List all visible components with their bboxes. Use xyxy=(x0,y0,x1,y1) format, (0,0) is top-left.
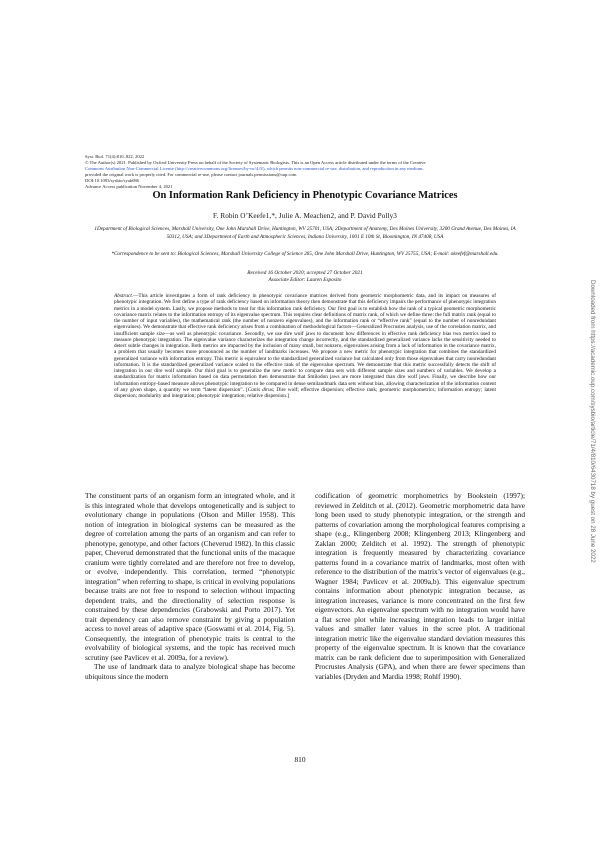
author-list: F. Robin O’Keefe1,*, Julie A. Meachen2, and P. David Polly3 xyxy=(213,212,397,220)
abstract xyxy=(114,293,496,399)
intro-paragraph-2: The use of landmark data to analyze biological shape has become ubiquitous since the modern xyxy=(85,662,295,681)
publication-dates xyxy=(85,270,525,284)
license-line-2[interactable]: Commons Attribution Non-Commercial License (http://creativecommons.org/licenses/by-nc/4.0/), which permits non-commercial re-use, distribution, and reproduction in any medium, xyxy=(85,165,424,171)
correspondence: *Correspondence to be sent to: Biological Sciences, Marshall University College of Science 265, One John Marshall Drive, Huntington, WV 25755, USA; E-mail: okeefef@marshall.edu. xyxy=(111,251,499,257)
article-metadata xyxy=(85,154,525,189)
download-watermark-text: Downloaded from https://academic.oup.com/sysbio/article/71/4/810/6430718 by guest on 28 June 2022 xyxy=(589,280,596,563)
abstract-label: Abstract. xyxy=(114,293,134,299)
left-column xyxy=(85,491,295,681)
keywords: ; Dire wolf; effective dispersion; effective rank; geometric morphometrics; information entropy; latent dispersion; modularity and integration; phenotypic integration; relative dispersion.] xyxy=(114,386,496,399)
doi-line: DOI:10.1093/sysbio/syab086 xyxy=(85,177,139,183)
intro-paragraph-1: The constituent parts of an organism form an integrated whole, and it is this integrated whole that develops ontogenetically and is subject to evolutionary change in populations (Olson and Miller 1958). This notion of integration in biological systems can be measured as the degree of correlation among the parts of an organism and can refer to phenotype, genotype, and other factors (Cheverud 1982). In this classic paper, Cheverud demonstrated that the functional units of the macaque cranium were tightly correlated and are therefore not free to develop, or evolve, independently. This correlation, termed “phenotypic integration” when referring to shape, is critical in evolving populations because traits are not free to respond to selection without impacting dependent traits, and the directionality of selection response is constrained by these dependencies (Grabowski and Porto 2017). Yet trait dependency can also remove constraint by giving a population access to novel areas of adaptive space (Goswami et al. 2014, Fig. 5). Consequently, the integration of phenotypic traits is central to the evolvability of biological systems, and the topic has received much scrutiny (see Pavlicev et al. 2009a, for a review). xyxy=(85,491,295,662)
right-column xyxy=(315,491,525,681)
page-number: 810 xyxy=(294,755,306,764)
download-watermark xyxy=(584,280,596,580)
keyword-label: Canis dirus xyxy=(247,386,273,393)
intro-paragraph-2-cont: codification of geometric morphometrics by Bookstein (1997); reviewed in Zelditch et al. (2012). Geometric morphometric data have long been used to study phenotypic integration, or the strength and patterns of covariation among the morphological features comprising a shape (e.g., Klingenberg 2008; Klingenberg 2013; Klingenberg and Zaklan 2000; Zelditch et al. 1992). The strength of phenotypic integration is frequently measured by characterizing covariance patterns found in a covariance matrix of landmarks, most often with reference to the distribution of the matrix’s vector of eigenvalues (e.g., Wagner 1984; Pavlicev et al. 2009a,b). This eigenvalue spectrum contains information about phenotypic integration because, as integration increases, variance is more concentrated on the first few eigenvectors. An eigenvalue spectrum with no integration would have a flat scree plot while increasing integration leads to larger initial values and smaller later values in the scree plot. A traditional integration metric like the eigenvalue standard deviation measures this property of the eigenvalue spectrum. It is known that the covariance matrix can be rank deficient due to superimposition with Generalized Procrustes Analysis (GPA), and when there are fewer specimens than variables (Dryden and Mardia 1998; Rohlf 1990). xyxy=(315,491,525,681)
license-line-1: © The Author(s) 2021. Published by Oxford University Press on behalf of the Society of Systematic Biologists. This is an Open Access article distributed under the terms of the Creative xyxy=(85,159,426,165)
received-accepted: Received 16 October 2020; accepted 27 October 2021 xyxy=(247,270,363,276)
associate-editor: Associate Editor: Lauren Esposito xyxy=(268,277,342,284)
article-title: On Information Rank Deficiency in Phenotypic Covariance Matrices xyxy=(152,190,458,201)
abstract-text: —This article investigates a form of rank deficiency in phenotypic covariance matrices derived from geometric morphometric data, and its impact on measures of phenotypic integration. We first define a type of rank deficiency based on information theory then demonstrate that this deficiency impairs the performance of phenotypic integration metrics in a model system. Lastly, we propose methods to treat for this information rank deficiency. Our first goal is to establish how the rank of a typical geometric morphometric covariance matrix relates to the information entropy of its eigenvalue spectrum. This requires clear definitions of matrix rank, of which we define three: the full matrix rank (equal to the number of input variables), the mathematical rank (the number of nonzero eigenvalues), and the information rank or “effective rank” (equal to the number of nonredundant eigenvalues). We demonstrate that effective rank deficiency arises from a combination of methodological factors—Generalized Procrustes analysis, use of the correlation matrix, and insufficient sample size—as well as phenotypic covariance. Secondly, we use dire wolf jaws to document how differences in effective rank deficiency bias two metrics used to measure phenotypic integration. The eigenvalue variance characterizes the integration change incorrectly, and the standardized generalized variance lacks the sensitivity needed to detect subtle changes in integration. Both metrics are impacted by the inclusion of many small, but nonzero, eigenvalues arising from a lack of information in the covariance matrix, a problem that usually becomes more pronounced as the number of landmarks increases. We propose a new metric for phenotypic integration that combines the standardized generalized variance with information entropy. This metric is equivalent to the standardized generalized variance but calculated only from those eigenvalues that carry nonredundant information. It is the standardized generalized variance scaled to the effective rank of the eigenvalue spectrum. We demonstrate that this metric successfully detects the shift of integration in our dire wolf sample. Our third goal is to generalize the new metric to compare data sets with different sample sizes and numbers of variables. We develop a standardization for matrix information based on data permutation then demonstrate that Smilodon jaws are more integrated than dire wolf jaws. Finally, we describe how our information entropy-based measure allows phenotypic integration to be compared in dense semilandmark data sets without bias, allowing characterization of the information content of any given shape, a quantity we term “latent dispersion”. [ xyxy=(114,293,496,393)
license-line-3: provided the original work is properly cited. For commercial re-use, please contact journals.permissions@oup.com xyxy=(85,171,297,177)
citation-line: Syst. Biol. 71(4):810–822, 2022 xyxy=(85,154,145,159)
affiliations: 1Department of Biological Sciences, Marshall University, One John Marshall Drive, Huntington, WV 25701, USA; 2Department of Anatomy, Des Moines University, 3200 Grand Avenue, Des Moines, IA 50312, USA; and 3Department of Earth and Atmospheric Sciences, Indiana University, 1001 E 10th St, Bloomington, IN 47408, USA xyxy=(94,226,516,240)
advance-access-line: Advance Access publication November 4, 2021 xyxy=(85,183,173,189)
